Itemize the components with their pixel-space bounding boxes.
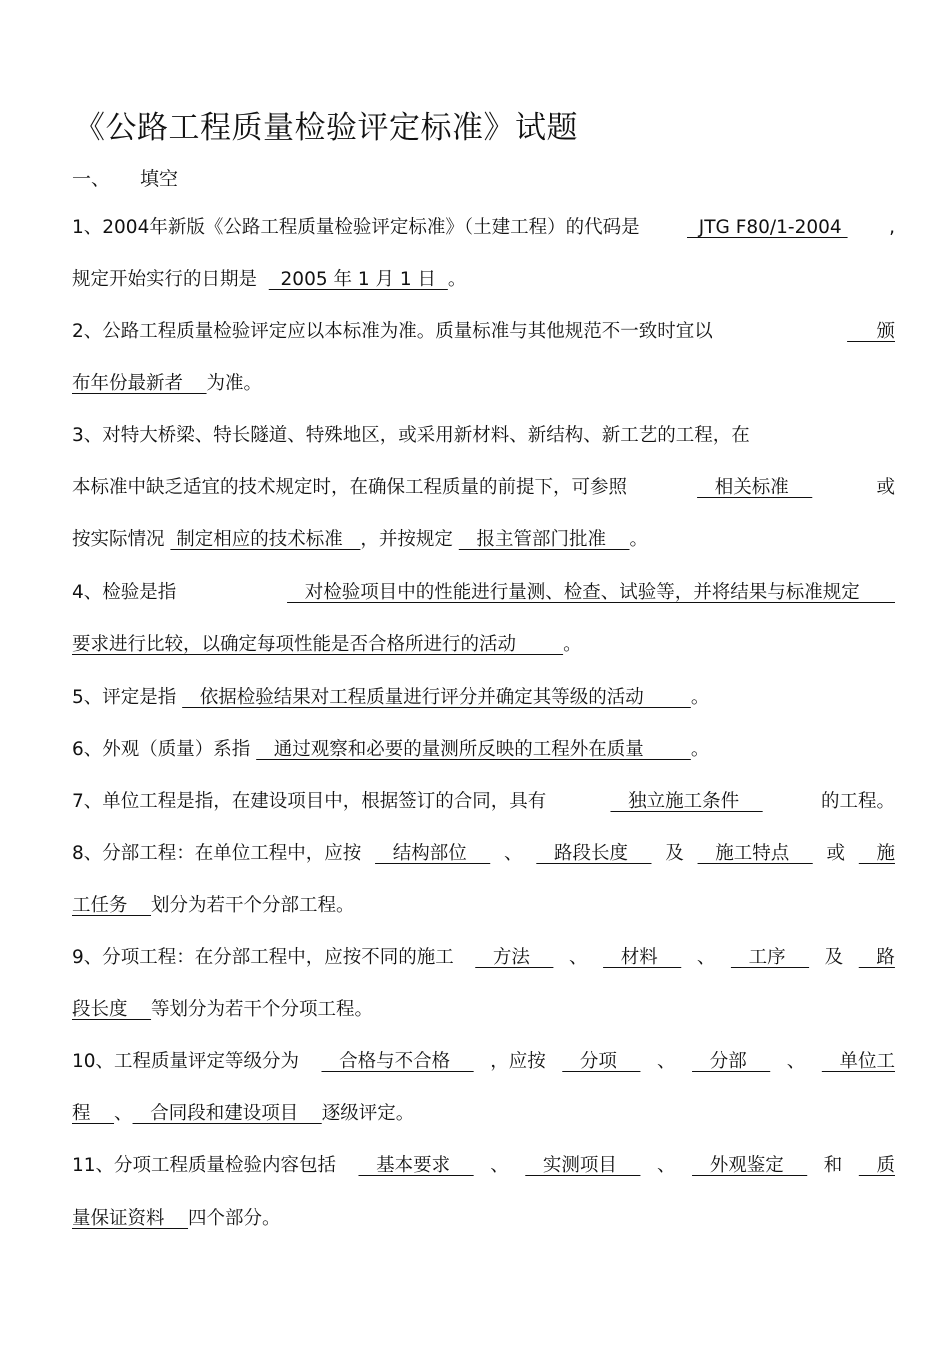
- answer-blank: 2005 年 1 月 1 日: [268, 269, 448, 290]
- question-text: 6、外观（质量）系指: [72, 739, 257, 760]
- question-text: 和: [823, 1155, 843, 1176]
- question-text: 、: [786, 1051, 806, 1072]
- answer-blank: 布年份最新者: [72, 373, 207, 394]
- question-text: 、: [490, 1155, 509, 1176]
- question-text: 及: [665, 843, 684, 864]
- answer-blank: 施: [858, 843, 895, 864]
- question-text: 5、评定是指: [72, 687, 183, 708]
- answer-blank: 独立施工条件: [610, 791, 763, 812]
- question-text: 等划分为若干个分项工程。: [151, 999, 374, 1020]
- question-text: 或: [876, 477, 895, 498]
- question-text: 、: [696, 947, 716, 968]
- question-text: 10、工程质量评定等级分为: [72, 1051, 305, 1072]
- question-text: 划分为若干个分部工程。: [151, 895, 355, 916]
- question-text: 3、对特大桥梁、特长隧道、特殊地区，或采用新材料、新结构、新工艺的工程，在: [72, 425, 750, 446]
- answer-blank: 通过观察和必要的量测所反映的工程外在质量: [256, 739, 691, 760]
- answer-blank: 颁: [847, 321, 895, 342]
- answer-blank: 工序: [730, 947, 810, 968]
- answer-blank: 程: [72, 1103, 115, 1124]
- question-text: 规定开始实行的日期是: [72, 269, 269, 290]
- answer-blank: 基本要求: [358, 1155, 474, 1176]
- answer-blank: 路: [858, 947, 895, 968]
- question-text: 为准。: [206, 373, 263, 394]
- text-line: [72, 943, 895, 973]
- question-text: 2、公路工程质量检验评定应以本标准为准。质量标准与其他规范不一致时宜以: [72, 321, 713, 342]
- text-line: [72, 787, 895, 817]
- text-line: [72, 213, 895, 243]
- answer-blank: 制定相应的技术标准: [170, 529, 361, 550]
- answer-blank: 分部: [692, 1051, 771, 1072]
- question-text: ，并按规定: [360, 529, 459, 550]
- answer-blank: 量保证资料: [72, 1208, 189, 1229]
- answer-blank: 单位工: [821, 1051, 895, 1072]
- question-text: 。: [447, 269, 467, 290]
- text-line: [72, 735, 895, 765]
- text-line: [72, 839, 895, 869]
- question-text: 、: [656, 1051, 676, 1072]
- text-line: [72, 1047, 895, 1077]
- text-line: [72, 1099, 895, 1129]
- text-line: [72, 525, 895, 555]
- question-text: ,: [889, 217, 895, 238]
- answer-blank: 实测项目: [525, 1155, 641, 1176]
- question-text: 9、分项工程：在分部工程中，应按不同的施工: [72, 947, 460, 968]
- question-text: 逐级评定。: [321, 1103, 415, 1124]
- answer-blank: 合同段和建设项目: [132, 1103, 322, 1124]
- text-line: [72, 891, 895, 921]
- text-line: [72, 630, 895, 660]
- question-text: 及: [824, 947, 844, 968]
- text-line: [72, 265, 895, 295]
- text-line: [72, 1204, 895, 1234]
- answer-blank: 施工特点: [697, 843, 813, 864]
- question-text: 四个部分。: [188, 1208, 281, 1229]
- answer-blank: 结构部位: [375, 843, 491, 864]
- answer-blank: 报主管部门批准: [458, 529, 630, 550]
- answer-blank: 要求进行比较，以确定每项性能是否合格所进行的活动: [72, 634, 564, 655]
- text-line: [72, 995, 895, 1025]
- text-line: [72, 578, 895, 608]
- answer-blank: 工任务: [72, 895, 152, 916]
- question-text: 。: [690, 739, 710, 760]
- question-text: 11、分项工程质量检验内容包括: [72, 1155, 342, 1176]
- question-text: 1、2004年新版《公路工程质量检验评定标准》（土建工程）的代码是: [72, 217, 646, 238]
- text-line: [72, 421, 895, 451]
- question-text: 本标准中缺乏适宜的技术规定时，在确保工程质量的前提下，可参照: [72, 477, 633, 498]
- question-text: 、: [568, 947, 588, 968]
- answer-blank: 分项: [562, 1051, 641, 1072]
- question-text: 按实际情况: [72, 529, 171, 550]
- question-text: 、: [656, 1155, 676, 1176]
- answer-blank: 材料: [603, 947, 682, 968]
- question-text: 7、单位工程是指，在建设项目中，根据签订的合同，具有: [72, 791, 553, 812]
- text-line: [72, 683, 895, 713]
- answer-blank: 段长度: [72, 999, 152, 1020]
- text-line: [72, 473, 895, 503]
- question-text: 的工程。: [820, 791, 895, 812]
- question-text: 或: [826, 843, 846, 864]
- section-label: 填空: [140, 168, 179, 190]
- answer-blank: JTG F80/1-2004: [687, 217, 848, 238]
- answer-blank: 对检验项目中的性能进行量测、检查、试验等，并将结果与标准规定: [287, 582, 895, 603]
- question-text: 4、检验是指: [72, 582, 183, 603]
- answer-blank: 路段长度: [536, 843, 652, 864]
- question-text: 。: [629, 529, 648, 550]
- answer-blank: 依据检验结果对工程质量进行评分并确定其等级的活动: [182, 687, 691, 708]
- question-text: 8、分部工程：在单位工程中，应按: [72, 843, 362, 864]
- answer-blank: 合格与不合格: [321, 1051, 474, 1072]
- answer-blank: 外观鉴定: [692, 1155, 808, 1176]
- question-text: 。: [690, 687, 710, 708]
- answer-blank: 质: [858, 1155, 895, 1176]
- answer-blank: 相关标准: [697, 477, 813, 498]
- question-text: ，应按: [490, 1051, 546, 1072]
- text-line: [72, 369, 895, 399]
- question-text: 。: [563, 634, 582, 655]
- question-text: 、: [504, 843, 523, 864]
- text-line: [72, 1151, 895, 1181]
- section-number: 一、: [72, 168, 111, 190]
- page-title: 《公路工程质量检验评定标准》试题: [74, 110, 578, 146]
- question-text: 、: [114, 1103, 133, 1124]
- section-heading: [72, 164, 178, 191]
- text-line: [72, 317, 895, 347]
- answer-blank: 方法: [475, 947, 554, 968]
